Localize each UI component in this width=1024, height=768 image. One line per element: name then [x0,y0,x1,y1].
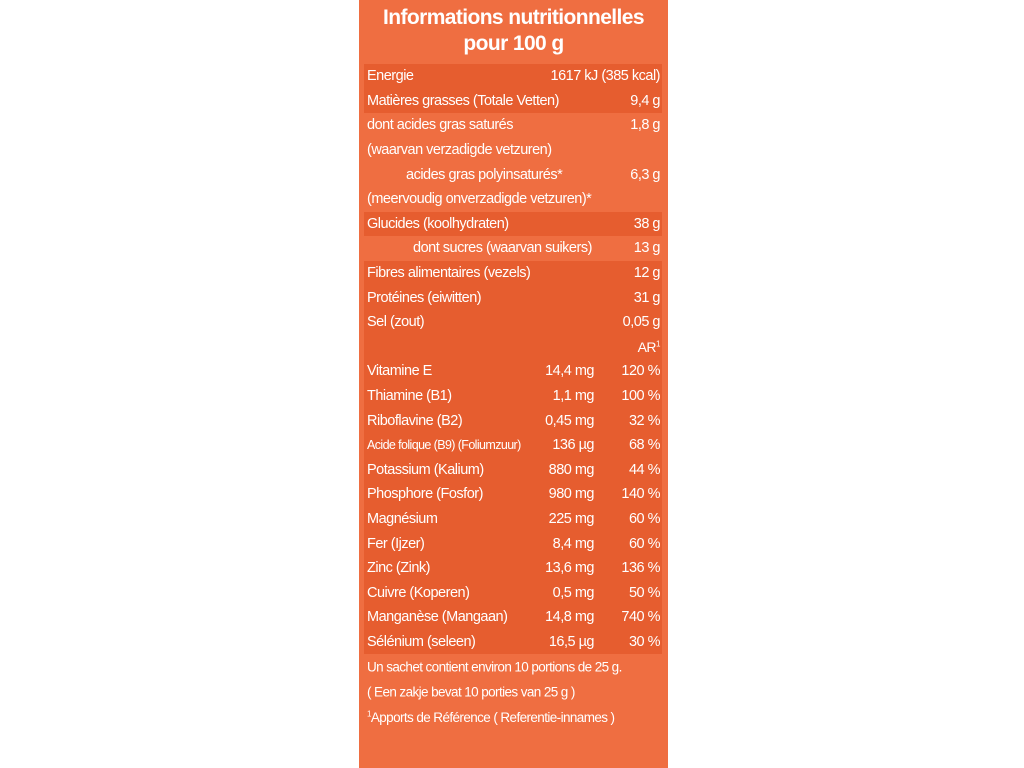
vitamin-row [364,359,662,384]
nutrient-value: 9,4 g [630,92,660,109]
nutrient-name: acides gras polyinsaturés* [406,166,563,183]
nutrient-value: 31 g [633,289,660,306]
nutrient-name: dont acides gras saturés [367,117,513,134]
vitamin-row [364,433,662,458]
vitamin-percent: 740 % [621,609,660,626]
nutrient-value: 12 g [633,265,660,282]
vitamin-row [364,531,662,556]
nutrient-name: Protéines (eiwitten) [367,289,482,306]
nutrient-row [364,261,662,286]
nutrient-row [364,162,662,187]
vitamin-amount: 14,4 mg [545,363,594,380]
nutrient-row [364,236,662,261]
vitamin-amount: 980 mg [548,486,594,503]
nutrient-row [364,113,662,138]
vitamin-amount: 1,1 mg [552,388,594,405]
vitamin-name: Riboflavine (B2) [367,412,463,429]
vitamin-percent: 30 % [628,633,660,650]
vitamin-amount: 0,45 mg [545,412,594,429]
nutrient-value: 6,3 g [630,166,660,183]
vitamin-name: Sélénium (seleen) [367,633,476,650]
nutrient-row [364,138,662,163]
ar-header-row [364,335,662,360]
vitamin-amount: 0,5 mg [552,584,594,601]
nutrition-label [359,0,668,768]
reference-note-text [367,709,614,725]
vitamin-row [364,408,662,433]
vitamin-amount: 136 µg [552,437,594,454]
vitamin-row [364,556,662,581]
vitamin-name: Vitamine E [367,363,432,380]
vitamin-percent: 60 % [628,535,660,552]
nutrient-row [364,187,662,212]
vitamin-name: Cuivre (Koperen) [367,584,470,601]
reference-note [364,704,662,729]
serving-note-fr-text: Un sachet contient environ 10 portions de 25 g. [367,659,622,675]
vitamin-row [364,580,662,605]
nutrient-value: 13 g [633,240,660,257]
vitamin-percent: 68 % [628,437,660,454]
nutrient-row [364,64,662,89]
vitamin-row [364,482,662,507]
vitamin-row [364,630,662,655]
vitamin-percent: 44 % [628,461,660,478]
vitamin-name: Fer (Ijzer) [367,535,425,552]
label-footer [364,654,662,729]
vitamin-percent: 120 % [621,363,660,380]
vitamin-amount: 225 mg [548,510,594,527]
vitamin-name: Manganèse (Mangaan) [367,609,508,626]
nutrient-name: Glucides (koolhydraten) [367,215,509,232]
nutrient-value: 0,05 g [622,314,660,331]
vitamin-row [364,605,662,630]
vitamin-row [364,384,662,409]
nutrient-value: 1617 kJ (385 kcal) [550,68,660,85]
serving-note-fr [364,654,662,679]
vitamin-amount: 8,4 mg [552,535,594,552]
nutrient-value: 1,8 g [630,117,660,134]
title-line-2: pour 100 g [463,32,564,55]
nutrient-name: Sel (zout) [367,314,425,331]
reference-marker: 1 [367,709,371,718]
nutrient-value: 38 g [633,215,660,232]
ar-header [638,339,660,355]
ar-label: AR [637,338,657,355]
vitamin-percent: 136 % [621,560,660,577]
vitamin-percent: 32 % [628,412,660,429]
vitamin-row [364,507,662,532]
nutrient-row [364,212,662,237]
vitamin-percent: 60 % [628,510,660,527]
vitamin-name: Thiamine (B1) [367,388,452,405]
nutrient-name: Matières grasses (Totale Vetten) [367,92,559,109]
vitamin-percent: 140 % [621,486,660,503]
vitamin-name: Phosphore (Fosfor) [367,486,483,503]
nutrient-row [364,310,662,335]
ar-footnote-marker: 1 [656,339,660,349]
nutrient-name: dont sucres (waarvan suikers) [413,240,592,257]
vitamin-name: Potassium (Kalium) [367,461,484,478]
vitamin-name: Magnésium [367,510,438,527]
vitamin-amount: 13,6 mg [545,560,594,577]
nutrient-name: (waarvan verzadigde vetzuren) [367,142,552,159]
label-title [359,0,668,64]
title-line-1: Informations nutritionnelles [383,6,644,29]
vitamin-name: Acide folique (B9) (Foliumzuur) [367,438,521,453]
nutrient-name: Energie [367,68,414,85]
vitamin-percent: 50 % [628,584,660,601]
vitamin-percent: 100 % [621,388,660,405]
vitamin-amount: 14,8 mg [545,609,594,626]
reference-text: Apports de Référence ( Referentie-innames ) [370,709,615,725]
vitamin-amount: 880 mg [548,461,594,478]
serving-note-nl [364,679,662,704]
vitamin-name: Zinc (Zink) [367,560,430,577]
nutrient-row [364,285,662,310]
nutrient-row [364,89,662,114]
nutrient-name: Fibres alimentaires (vezels) [367,265,531,282]
nutrient-table [359,64,668,654]
nutrient-name: (meervoudig onverzadigde vetzuren)* [367,191,592,208]
vitamin-amount: 16,5 µg [548,633,594,650]
vitamin-row [364,458,662,483]
serving-note-nl-text: ( Een zakje bevat 10 porties van 25 g ) [367,684,575,700]
